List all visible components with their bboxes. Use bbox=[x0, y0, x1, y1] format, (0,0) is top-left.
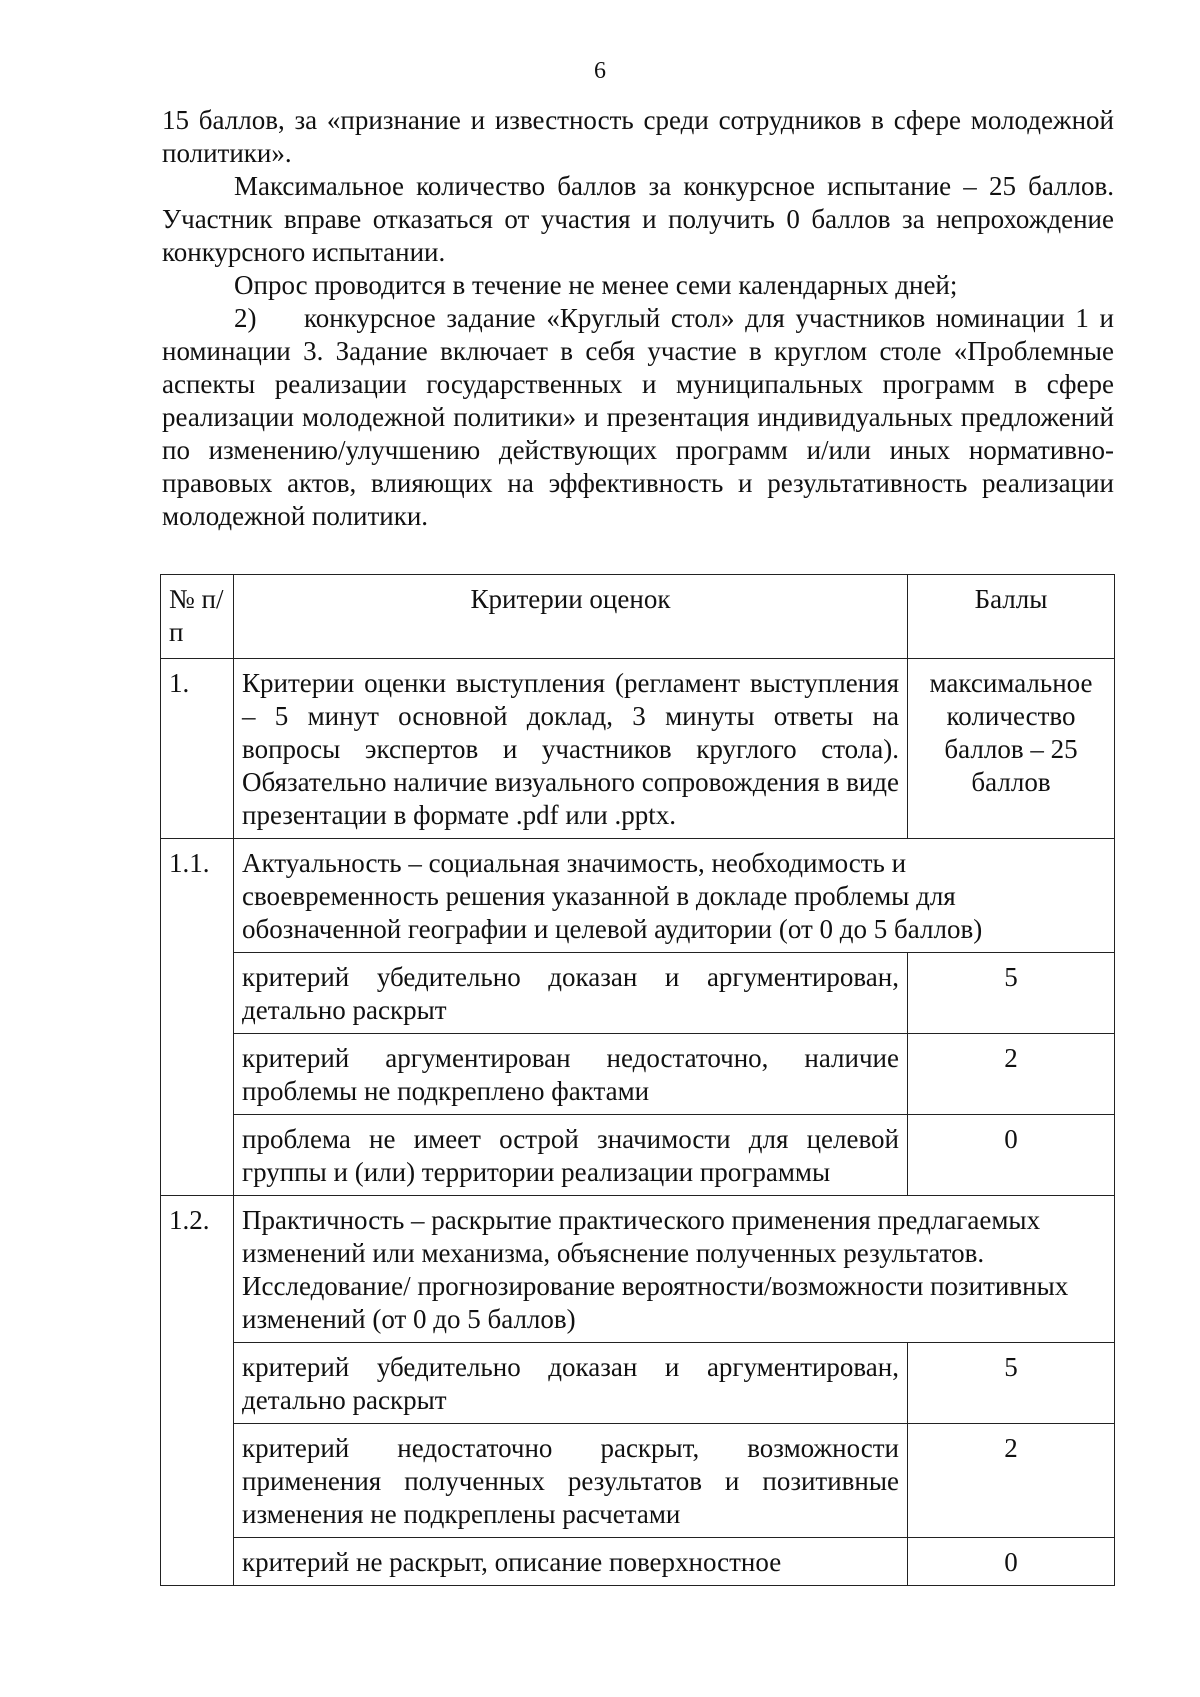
subrow-text: критерий не раскрыт, описание поверхностное bbox=[234, 1538, 908, 1586]
table-subrow bbox=[161, 1034, 1115, 1115]
subrow-points: 2 bbox=[908, 1424, 1115, 1538]
table-subrow bbox=[161, 1115, 1115, 1196]
paragraph: Опрос проводится в течение не менее семи календарных дней; bbox=[234, 270, 958, 300]
page-number: 6 bbox=[594, 58, 606, 84]
row-num: 1. bbox=[161, 659, 234, 839]
row-criteria: Актуальность – социальная значимость, необходимость и своевременность решения указанной в докладе проблемы для обозначенной географии и целевой аудитории (от 0 до 5 баллов) bbox=[234, 839, 1115, 953]
subrow-points: 2 bbox=[908, 1034, 1115, 1115]
row-criteria: Критерии оценки выступления (регламент выступления – 5 минут основной доклад, 3 минуты ответы на вопросы экспертов и участников круглого стола). Обязательно наличие визуального сопровождения в виде презентации в формате .pdf или .pptx. bbox=[234, 659, 908, 839]
item-number: 2) bbox=[234, 303, 257, 333]
row-criteria: Практичность – раскрытие практического применения предлагаемых изменений или механизма, объяснение полученных результатов. Исследование/ прогнозирование вероятности/возможности позитивных изменений (от 0 до 5 баллов) bbox=[234, 1196, 1115, 1343]
subrow-points: 5 bbox=[908, 953, 1115, 1034]
header-points: Баллы bbox=[908, 575, 1115, 659]
subrow-points: 0 bbox=[908, 1538, 1115, 1586]
subrow-text: проблема не имеет острой значимости для целевой группы и (или) территории реализации программы bbox=[234, 1115, 908, 1196]
table-subrow bbox=[161, 953, 1115, 1034]
table-subrow bbox=[161, 1538, 1115, 1586]
subrow-points: 0 bbox=[908, 1115, 1115, 1196]
body-text bbox=[162, 104, 1114, 533]
table-row bbox=[161, 1196, 1115, 1343]
row-points: максимальное количество баллов – 25 баллов bbox=[908, 659, 1115, 839]
paragraph-item-2 bbox=[162, 302, 1114, 533]
subrow-points: 5 bbox=[908, 1343, 1115, 1424]
paragraph: 15 баллов, за «признание и известность среди сотрудников в сфере молодежной политики». bbox=[162, 105, 1114, 168]
criteria-table bbox=[160, 574, 1115, 1586]
header-criteria: Критерии оценок bbox=[234, 575, 908, 659]
subrow-text: критерий недостаточно раскрыт, возможности применения полученных результатов и позитивные изменения не подкреплены расчетами bbox=[234, 1424, 908, 1538]
item-text: конкурсное задание «Круглый стол» для участников номинации 1 и номинации 3. Задание включает в себя участие в круглом столе «Проблемные аспекты реализации государственных и муниципальных программ в сфере реализации молодежной политики» и презентация индивидуальных предложений по изменению/улучшению действующих программ и/или иных нормативно-правовых актов, влияющих на эффективность и результативность реализации молодежной политики. bbox=[162, 303, 1114, 531]
subrow-text: критерий убедительно доказан и аргументирован, детально раскрыт bbox=[234, 953, 908, 1034]
table-row bbox=[161, 839, 1115, 953]
table-subrow bbox=[161, 1424, 1115, 1538]
row-num: 1.1. bbox=[161, 839, 234, 1196]
paragraph: Максимальное количество баллов за конкурсное испытание – 25 баллов. Участник вправе отказаться от участия и получить 0 баллов за непрохождение конкурсного испытании. bbox=[162, 171, 1114, 267]
table-header-row bbox=[161, 575, 1115, 659]
subrow-text: критерий убедительно доказан и аргументирован, детально раскрыт bbox=[234, 1343, 908, 1424]
subrow-text: критерий аргументирован недостаточно, наличие проблемы не подкреплено фактами bbox=[234, 1034, 908, 1115]
table-subrow bbox=[161, 1343, 1115, 1424]
table-row bbox=[161, 659, 1115, 839]
row-num: 1.2. bbox=[161, 1196, 234, 1586]
header-num: № п/п bbox=[161, 575, 234, 659]
